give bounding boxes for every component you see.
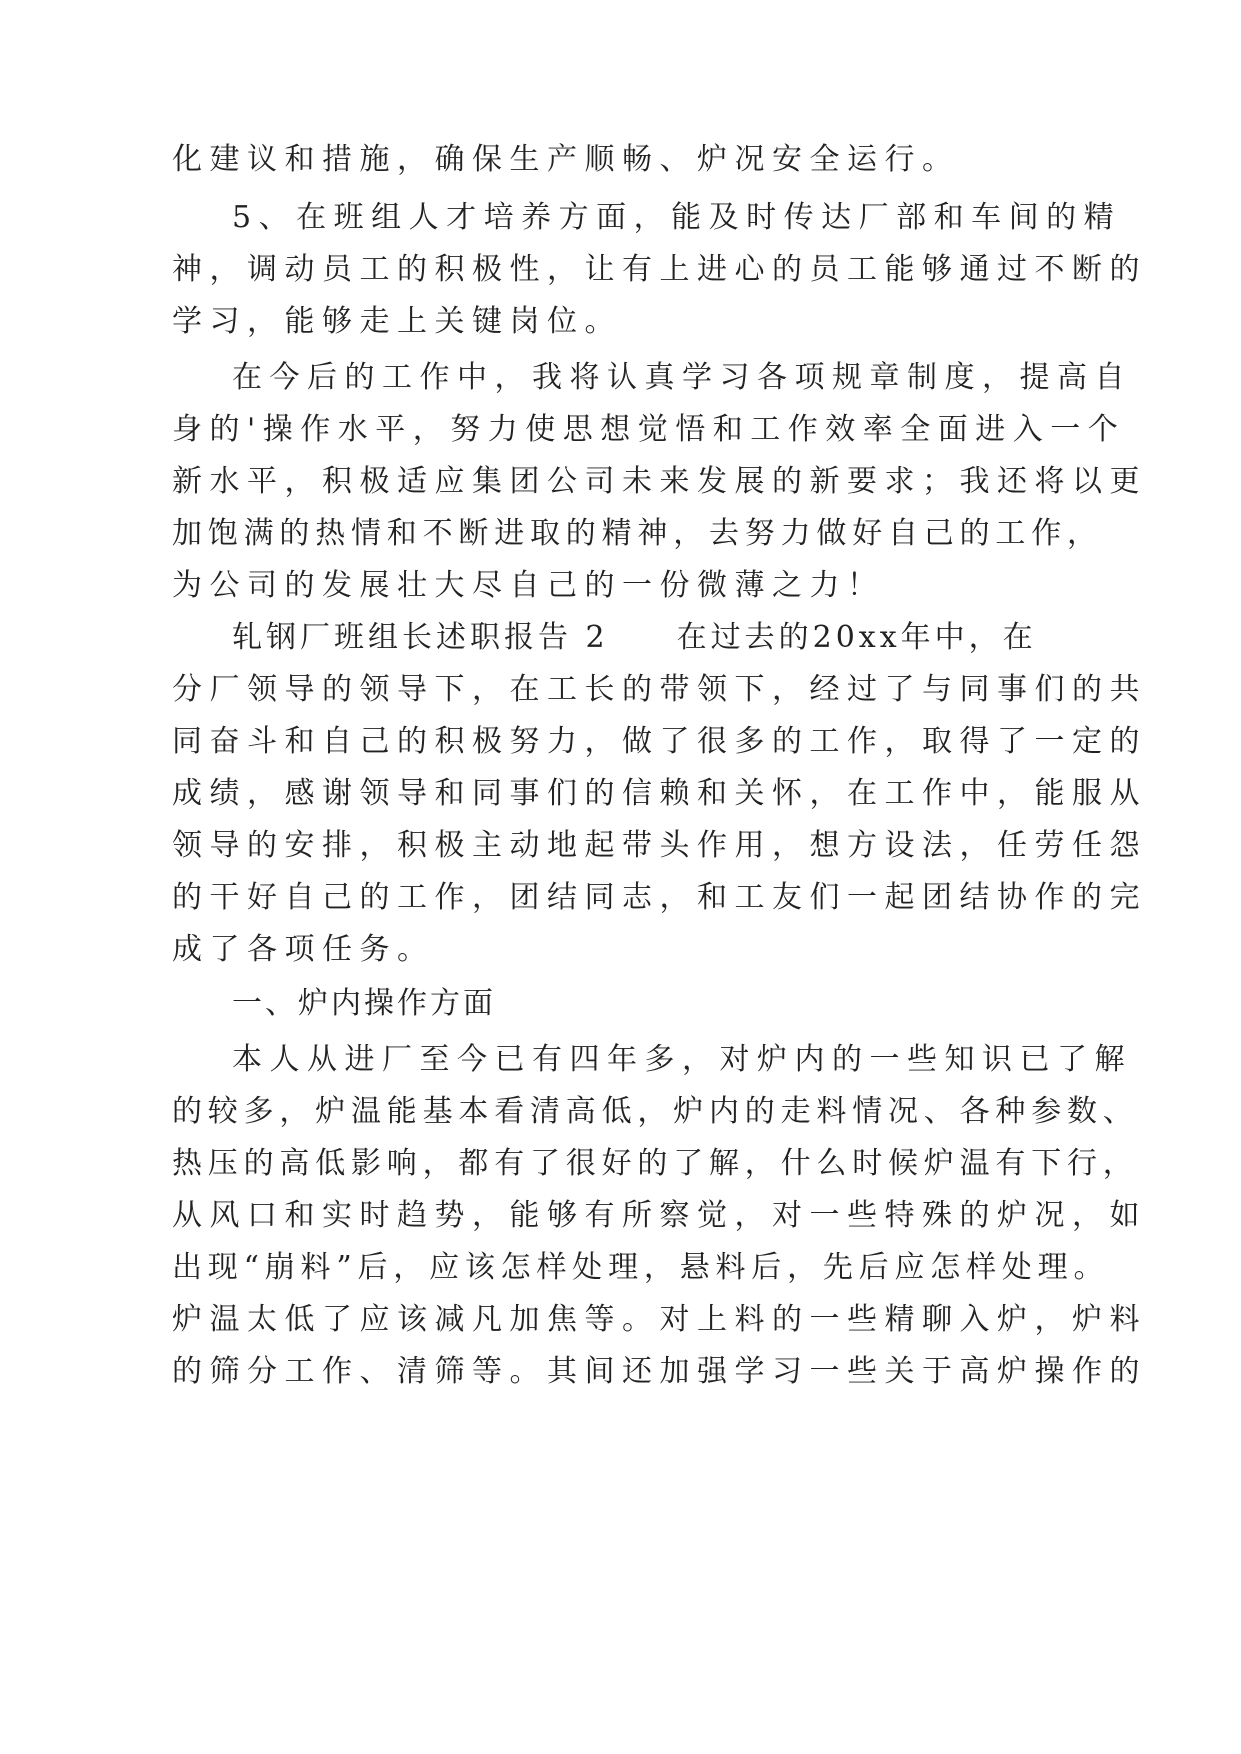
report-heading-line: 轧钢厂班组长述职报告 2 在过去的20xx年中，在 (232, 620, 1037, 655)
paragraph-line: 出现“崩料”后，应该怎样处理，悬料后，先后应怎样处理。 (172, 1250, 1110, 1285)
paragraph-line: 5、在班组人才培养方面，能及时传达厂部和车间的精 (232, 200, 1122, 235)
paragraph-line: 领导的安排，积极主动地起带头作用，想方设法，任劳任怨 (172, 828, 1147, 863)
paragraph-line: 的干好自己的工作，团结同志，和工友们一起团结协作的完 (172, 880, 1147, 915)
paragraph-line: 学习，能够走上关键岗位。 (172, 304, 622, 339)
paragraph-line: 同奋斗和自己的积极努力，做了很多的工作，取得了一定的 (172, 724, 1147, 759)
paragraph-line: 分厂领导的领导下，在工长的带领下，经过了与同事们的共 (172, 672, 1147, 707)
paragraph-line: 加饱满的热情和不断进取的精神，去努力做好自己的工作， (172, 516, 1103, 551)
paragraph-line: 的较多，炉温能基本看清高低，炉内的走料情况、各种参数、 (172, 1094, 1139, 1129)
paragraph-line: 身的'操作水平，努力使思想觉悟和工作效率全面进入一个 (172, 412, 1126, 447)
paragraph-line: 在今后的工作中，我将认真学习各项规章制度，提高自 (232, 360, 1132, 395)
paragraph-line: 新水平，积极适应集团公司未来发展的新要求；我还将以更 (172, 464, 1147, 499)
paragraph-line: 热压的高低影响，都有了很好的了解，什么时候炉温有下行， (172, 1146, 1139, 1181)
paragraph-line: 成了各项任务。 (172, 932, 435, 967)
paragraph-line: 化建议和措施，确保生产顺畅、炉况安全运行。 (172, 142, 960, 177)
paragraph-line: 炉温太低了应该减凡加焦等。对上料的一些精聊入炉，炉料 (172, 1302, 1147, 1337)
paragraph-line: 为公司的发展壮大尽自己的一份微薄之力！ (172, 568, 885, 603)
paragraph-line: 的筛分工作、清筛等。其间还加强学习一些关于高炉操作的 (172, 1354, 1147, 1389)
paragraph-line: 成绩，感谢领导和同事们的信赖和关怀，在工作中，能服从 (172, 776, 1147, 811)
paragraph-line: 本人从进厂至今已有四年多，对炉内的一些知识已了解 (232, 1042, 1132, 1077)
paragraph-line: 神，调动员工的积极性，让有上进心的员工能够通过不断的 (172, 252, 1147, 287)
section-heading: 一、炉内操作方面 (232, 986, 496, 1021)
paragraph-line: 从风口和实时趋势，能够有所察觉，对一些特殊的炉况，如 (172, 1198, 1147, 1233)
